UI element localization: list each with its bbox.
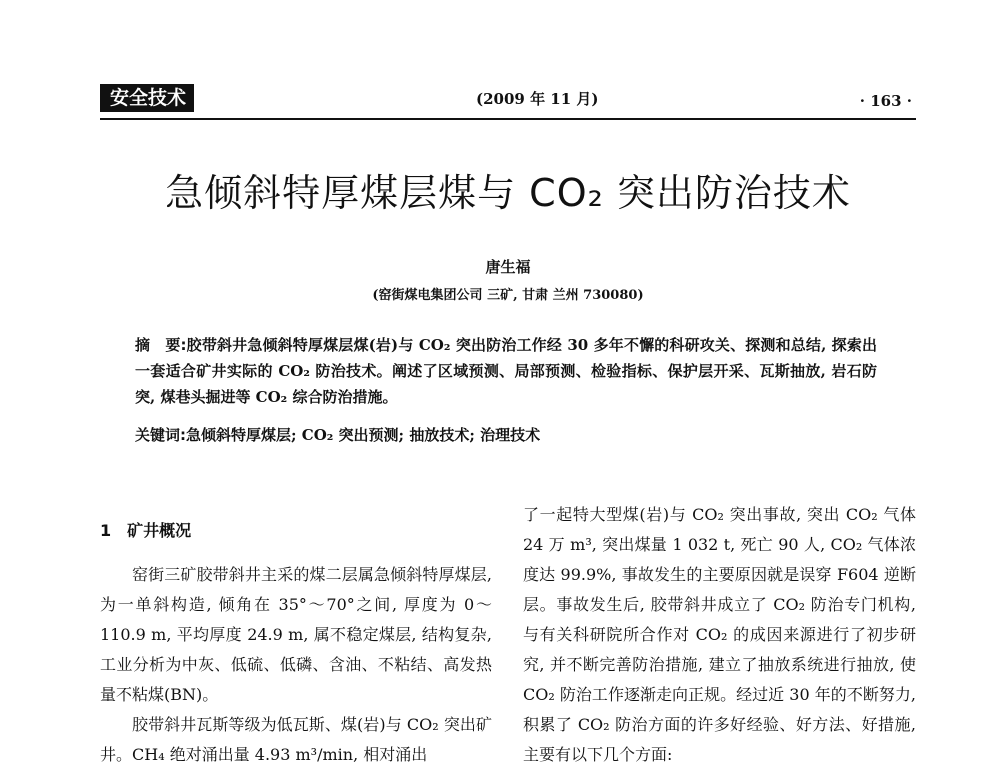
page-header — [100, 84, 916, 118]
body-paragraph: 了一起特大型煤(岩)与 CO₂ 突出事故, 突出 CO₂ 气体 24 万 m³, 突出煤量 1 032 t, 死亡 90 人, CO₂ 气体浓度达 99.9%, 事故发生的主要原因就是误穿 F604 逆断层。事故发生后, 胶带斜井成立了 CO₂ 防治专门机构, 与有关科研院所合作对 CO₂ 的成因来源进行了初步研究, 并不断完善防治措施, 建立了抽放系统进行抽放, 使 CO₂ 防治工作逐渐走向正规。经过近 30 年的不断努力, 积累了 CO₂ 防治方面的许多好经验、好方法、好措施, 主要有以下几个方面: — [523, 505, 916, 764]
abstract — [135, 332, 877, 410]
keywords-label: 关键词: — [135, 426, 186, 444]
left-column — [100, 516, 492, 770]
author-affiliation: (窑街煤电集团公司 三矿, 甘肃 兰州 730080) — [372, 288, 644, 303]
body-paragraph: 胶带斜井瓦斯等级为低瓦斯、煤(岩)与 CO₂ 突出矿井。CH₄ 绝对涌出量 4.93 m³/min, 相对涌出 — [100, 715, 492, 764]
article-author: 唐生福 — [485, 258, 531, 276]
page-number: · 163 · — [859, 92, 912, 110]
keywords — [135, 422, 877, 448]
abstract-label: 摘 要: — [135, 336, 187, 354]
abstract-text: 胶带斜井急倾斜特厚煤层煤(岩)与 CO₂ 突出防治工作经 30 多年不懈的科研攻关、探测和总结, 探索出一套适合矿井实际的 CO₂ 防治技术。阐述了区域预测、局部预测、检验指标、保护层开采、瓦斯抽放, 岩石防突, 煤巷头掘进等 CO₂ 综合防治措施。 — [135, 336, 878, 406]
section-heading: 1 矿井概况 — [100, 521, 192, 540]
body-paragraph: 窑街三矿胶带斜井主采的煤二层属急倾斜特厚煤层, 为一单斜构造, 倾角在 35°～70°之间, 厚度为 0～110.9 m, 平均厚度 24.9 m, 属不稳定煤层, 结构复杂, 工业分析为中灰、低硫、低磷、含油、不粘结、高发热量不粘煤(BN)。 — [100, 565, 492, 704]
issue-date: (2009 年 11 月) — [476, 90, 599, 108]
right-column — [523, 500, 916, 770]
header-divider — [100, 118, 916, 120]
section-badge: 安全技术 — [100, 84, 194, 112]
article-title: 急倾斜特厚煤层煤与 CO₂ 突出防治技术 — [165, 171, 851, 215]
keywords-text: 急倾斜特厚煤层; CO₂ 突出预测; 抽放技术; 治理技术 — [186, 426, 541, 444]
